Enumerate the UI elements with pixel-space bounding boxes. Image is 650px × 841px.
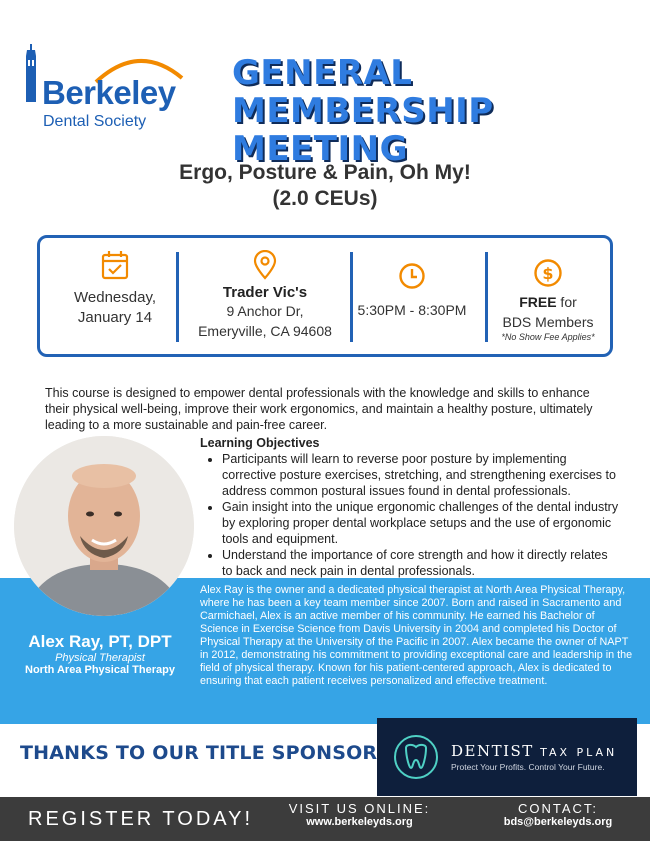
logo-text-berkeley: Berkeley bbox=[42, 74, 176, 111]
register-cta[interactable]: REGISTER TODAY! bbox=[28, 808, 254, 830]
event-date bbox=[60, 250, 170, 328]
footer-website bbox=[282, 801, 437, 828]
course-title bbox=[0, 160, 650, 212]
dollar-coin-icon bbox=[533, 258, 563, 288]
course-title-line1: Ergo, Posture & Pain, Oh My! bbox=[179, 161, 471, 184]
contact-email[interactable]: bds@berkeleyds.org bbox=[503, 816, 613, 828]
footer-bar bbox=[0, 797, 650, 841]
website-link[interactable]: www.berkeleyds.org bbox=[306, 816, 413, 828]
event-location bbox=[185, 250, 345, 341]
event-date-day: January 14 bbox=[77, 309, 153, 326]
objective-item: • Understand the importance of core strength and how it directly relates to back and neck pain in dental professionals. bbox=[222, 547, 620, 579]
price-free: FREE bbox=[519, 294, 557, 310]
event-time-range: 5:30PM - 8:30PM bbox=[357, 302, 467, 318]
berkeley-dental-society-logo bbox=[22, 44, 192, 130]
clock-icon bbox=[398, 262, 426, 290]
logo-text-dental-society: Dental Society bbox=[43, 113, 147, 130]
info-divider bbox=[176, 252, 179, 342]
sponsor-logo-box[interactable] bbox=[377, 718, 637, 796]
speaker-name: Alex Ray, PT, DPT bbox=[28, 632, 172, 651]
svg-text:$: $ bbox=[542, 264, 554, 283]
event-price bbox=[488, 250, 608, 342]
tooth-icon bbox=[393, 734, 439, 780]
page-title: GENERAL MEMBERSHIP MEETING bbox=[232, 53, 494, 169]
speaker-role: Physical Therapist bbox=[55, 652, 145, 664]
sponsor-thanks: THANKS TO OUR TITLE SPONSOR bbox=[20, 742, 378, 764]
sponsor-brand bbox=[451, 742, 617, 760]
event-date-weekday: Wednesday, bbox=[74, 289, 156, 306]
venue-name: Trader Vic's bbox=[222, 284, 308, 301]
venue-address-line1: 9 Anchor Dr, bbox=[226, 303, 304, 319]
speaker-organization: North Area Physical Therapy bbox=[25, 664, 175, 676]
course-title-ceus: (2.0 CEUs) bbox=[272, 187, 378, 210]
no-show-note: *No Show Fee Applies* bbox=[501, 332, 595, 342]
price-members: BDS Members bbox=[502, 314, 594, 330]
calendar-check-icon bbox=[101, 250, 129, 280]
venue-address-line2: Emeryville, CA 94608 bbox=[198, 323, 332, 339]
objectives-list bbox=[222, 451, 620, 579]
speaker-bio: Alex Ray is the owner and a dedicated physical therapist at North Area Physical Therapy, where he has been a key team member since 2007. Born and raised in Sacramento and Carmichael, Alex is an active member of his community. He earned his Bachelor of Science in Exercise Science from Davis University in 2004 and completed his Doctor of Physical Therapy at the University of the Pacific in 2007. Alex became the owner of NAPT in 2012, demonstrating his commitment to providing exceptional care and leadership in the field of physical therapy. Known for his patient-centered approach, Alex is dedicated to ensuring that each patient receives personalized and effective treatment. bbox=[200, 584, 633, 687]
speaker-name-block bbox=[0, 632, 200, 676]
event-time bbox=[352, 250, 472, 320]
contact-label: CONTACT: bbox=[517, 801, 599, 816]
objective-item: • Participants will learn to reverse poor posture by implementing corrective posture exercises, stretching, and strengthening exercises to address common postural issues found in dental professionals. bbox=[222, 451, 620, 499]
sponsor-brand-main: DENTIST bbox=[451, 742, 534, 760]
footer-contact bbox=[478, 801, 638, 828]
speaker-photo bbox=[14, 436, 194, 616]
sponsor-tagline: Protect Your Profits. Control Your Future. bbox=[451, 762, 605, 772]
learning-objectives bbox=[200, 435, 620, 579]
speaker-portrait-image bbox=[14, 436, 194, 616]
event-info-box bbox=[37, 235, 613, 357]
website-label: VISIT US ONLINE: bbox=[288, 801, 431, 816]
sponsor-brand-sub: TAX PLAN bbox=[540, 746, 618, 759]
course-description: This course is designed to empower dental professionals with the knowledge and skills to enhance their physical well-being, improve their work ergonomics, and maintain a healthy posture, ultimately leading to a more sustainable and pain-free career. bbox=[45, 386, 593, 432]
price-for: for bbox=[556, 294, 577, 310]
objectives-heading: Learning Objectives bbox=[200, 436, 320, 450]
objective-item: • Gain insight into the unique ergonomic challenges of the dental industry by exploring proper dental workplace setups and the use of ergonomic tools and equipment. bbox=[222, 499, 620, 547]
location-pin-icon bbox=[252, 250, 278, 280]
